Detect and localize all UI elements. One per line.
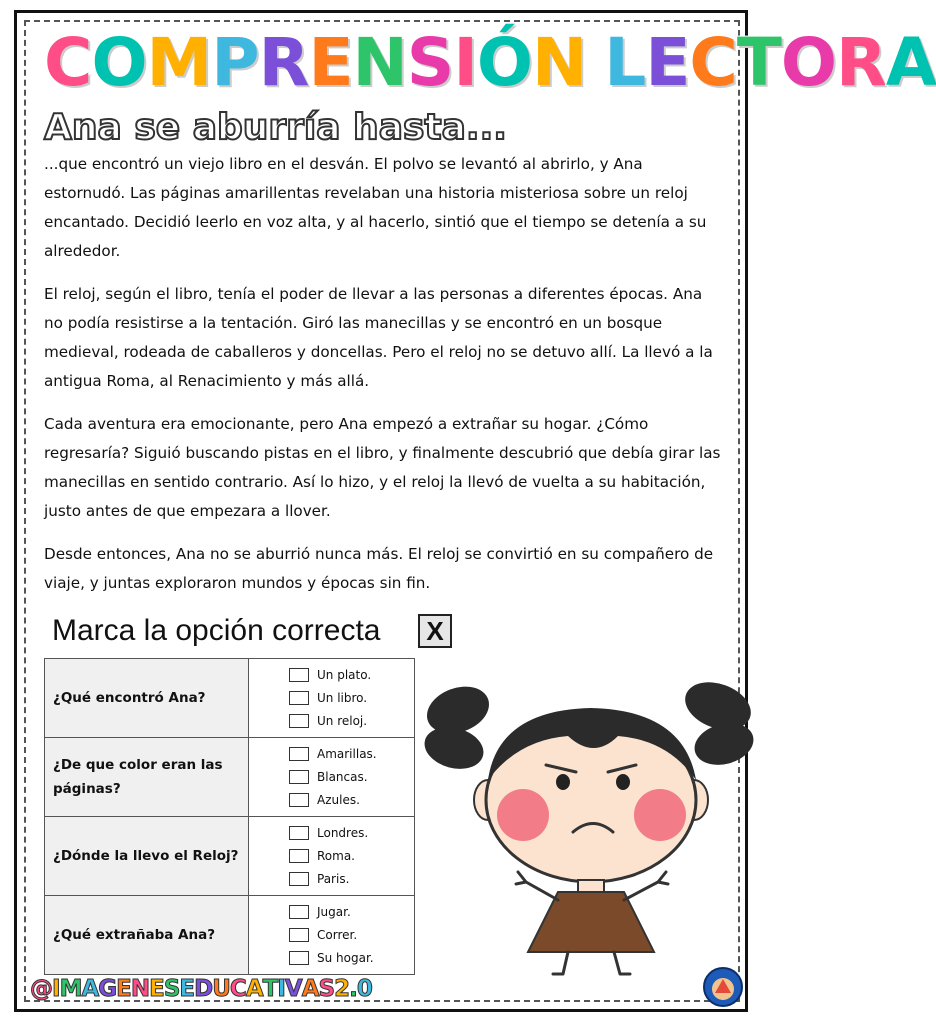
quiz-option[interactable] xyxy=(289,868,414,891)
option-label: Londres. xyxy=(317,826,369,840)
option-checkbox[interactable] xyxy=(289,872,309,886)
girl-eye-left-icon xyxy=(556,774,570,790)
story-paragraph-3: Cada aventura era emocionante, pero Ana empezó a extrañar su hogar. ¿Cómo regresaría? Siguió buscando pistas en el libro, y finalmente descubrió que debía girar las manecillas en sentido contrario. Así lo hizo, y el reloj la llevó de vuelta a su habitación, justo antes de que empezara a llover. xyxy=(44,415,721,520)
story-text xyxy=(44,150,722,612)
story-paragraph-2: El reloj, según el libro, tenía el poder de llevar a las personas a diferentes épocas. Ana no podía resistirse a la tentación. Giró las manecillas y se encontró en un bosque medieval, rodeada de caballeros y doncellas. Pero el reloj no se detuvo allí. La llevó a la antigua Roma, al Renacimiento y más allá. xyxy=(44,285,713,390)
girl-cheek-right-icon xyxy=(634,789,686,841)
option-checkbox[interactable] xyxy=(289,747,309,761)
quiz-table xyxy=(44,658,415,975)
option-checkbox[interactable] xyxy=(289,714,309,728)
footer-handle: @IMAGENESEDUCATIVAS2.0 xyxy=(30,976,372,1002)
quiz-options xyxy=(249,738,415,817)
option-checkbox[interactable] xyxy=(289,951,309,965)
option-label: Un libro. xyxy=(317,691,368,705)
option-checkbox[interactable] xyxy=(289,691,309,705)
quiz-option[interactable] xyxy=(289,901,414,924)
quiz-option[interactable] xyxy=(289,924,414,947)
quiz-options xyxy=(249,659,415,738)
option-label: Un reloj. xyxy=(317,714,368,728)
option-label: Un plato. xyxy=(317,668,372,682)
option-checkbox[interactable] xyxy=(289,928,309,942)
quiz-options xyxy=(249,817,415,896)
quiz-option[interactable] xyxy=(289,743,414,766)
option-label: Amarillas. xyxy=(317,747,377,761)
quiz-option[interactable] xyxy=(289,664,414,687)
quiz-row xyxy=(45,659,415,738)
girl-leg-right-icon xyxy=(614,952,630,974)
option-label: Jugar. xyxy=(317,905,351,919)
story-paragraph-4: Desde entonces, Ana no se aburrió nunca más. El reloj se convirtió en su compañero de viaje, y juntas exploraron mundos y épocas sin fin. xyxy=(44,545,714,592)
quiz-option[interactable] xyxy=(289,845,414,868)
option-checkbox[interactable] xyxy=(289,770,309,784)
story-paragraph-1: ...que encontró un viejo libro en el desván. El polvo se levantó al abrirlo, y Ana estornudó. Las páginas amarillentas revelaban una historia misteriosa sobre un reloj encantado. Decidió leerlo en voz alta, y al hacerlo, sintió que el tiempo se detenía a su alrededor. xyxy=(44,155,707,260)
option-label: Su hogar. xyxy=(317,951,374,965)
option-label: Blancas. xyxy=(317,770,368,784)
option-checkbox[interactable] xyxy=(289,793,309,807)
quiz-question: ¿Qué encontró Ana? xyxy=(45,659,249,738)
girl-dress-icon xyxy=(528,892,654,952)
girl-hair-right-pigtail-icon xyxy=(679,674,759,771)
quiz-question: ¿Dónde la llevo el Reloj? xyxy=(45,817,249,896)
page-title: COMPRENSIÓN LECTORA xyxy=(44,24,936,101)
girl-cheek-left-icon xyxy=(497,789,549,841)
quiz-question: ¿Qué extrañaba Ana? xyxy=(45,896,249,975)
girl-hair-left-pigtail-icon xyxy=(420,678,496,775)
quiz-option[interactable] xyxy=(289,687,414,710)
quiz-option[interactable] xyxy=(289,822,414,845)
quiz-row xyxy=(45,738,415,817)
option-checkbox[interactable] xyxy=(289,826,309,840)
story-subtitle: Ana se aburría hasta... xyxy=(44,107,507,148)
quiz-options xyxy=(249,896,415,975)
girl-eye-right-icon xyxy=(616,774,630,790)
quiz-row xyxy=(45,896,415,975)
option-checkbox[interactable] xyxy=(289,849,309,863)
option-checkbox[interactable] xyxy=(289,905,309,919)
imagenes-educativas-logo-icon xyxy=(703,967,743,1007)
option-label: Paris. xyxy=(317,872,350,886)
quiz-option[interactable] xyxy=(289,789,414,812)
quiz-option[interactable] xyxy=(289,766,414,789)
instruction-heading: Marca la opción correcta xyxy=(52,614,381,647)
quiz-option[interactable] xyxy=(289,710,414,733)
option-label: Roma. xyxy=(317,849,355,863)
option-label: Correr. xyxy=(317,928,358,942)
quiz-option[interactable] xyxy=(289,947,414,970)
quiz-row xyxy=(45,817,415,896)
sad-girl-illustration xyxy=(418,670,764,980)
x-mark-box: X xyxy=(418,614,452,648)
option-label: Azules. xyxy=(317,793,360,807)
option-checkbox[interactable] xyxy=(289,668,309,682)
quiz-question: ¿De que color eran las páginas? xyxy=(45,738,249,817)
girl-leg-left-icon xyxy=(553,952,568,974)
